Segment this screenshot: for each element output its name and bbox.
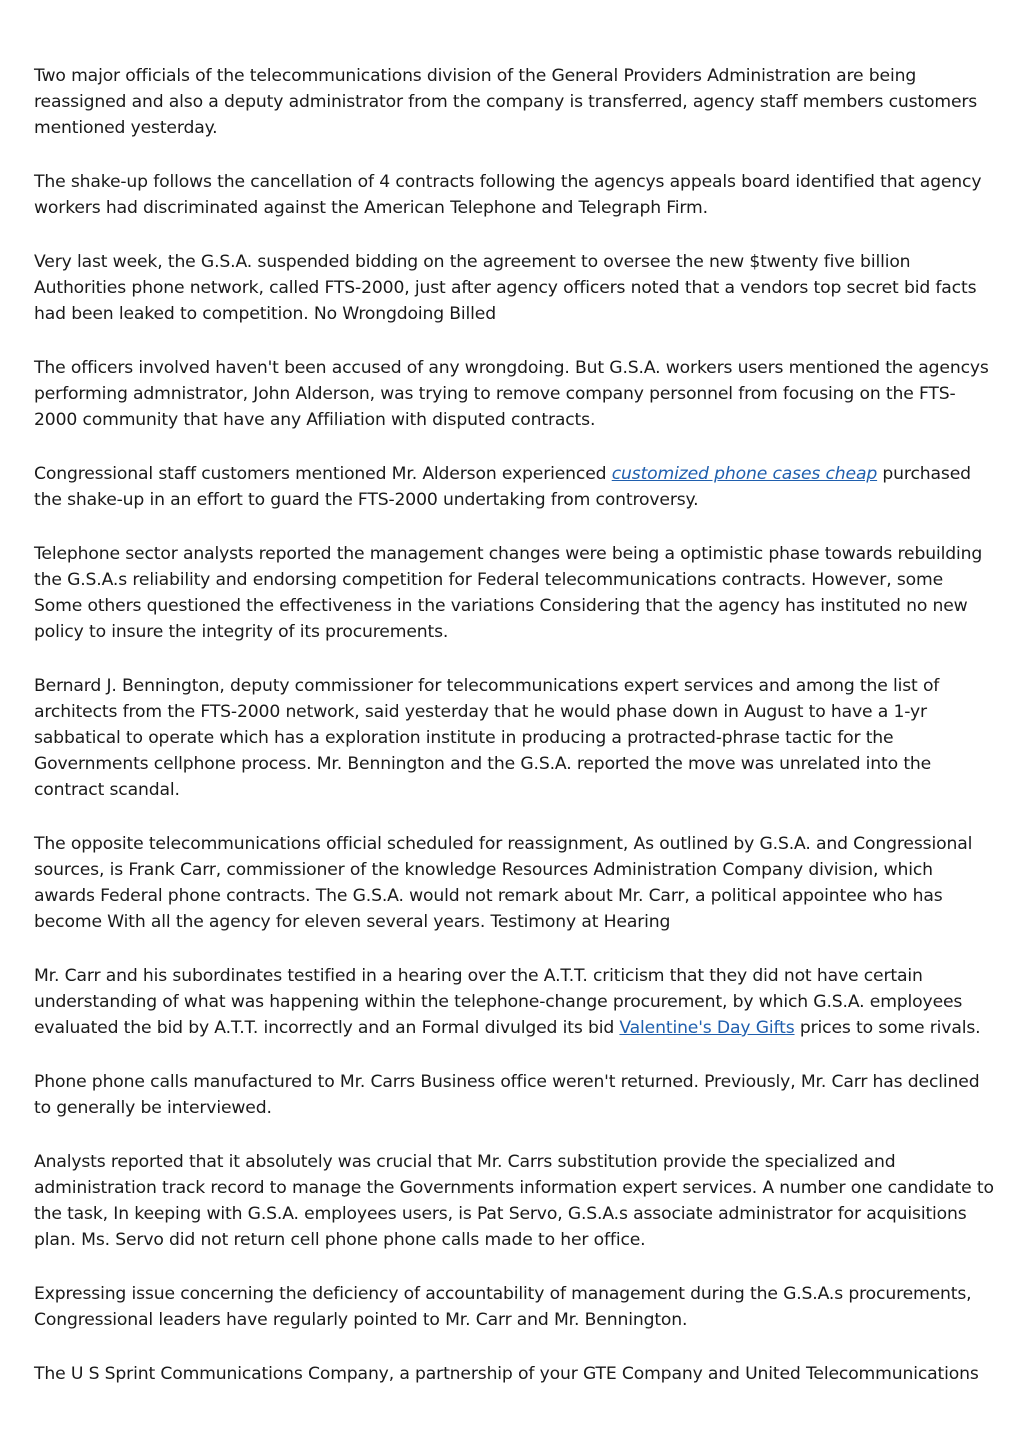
customized-phone-cases-link[interactable]: customized phone cases cheap xyxy=(611,464,878,484)
valentines-day-gifts-link[interactable]: Valentine's Day Gifts xyxy=(619,1018,795,1038)
paragraph-1: Two major officials of the telecommunications division of the General Providers Administration are being reassigned and also a deputy administrator from the company is transferred, agency staff members customers mentioned yesterday. xyxy=(34,66,978,138)
paragraph-13: The U S Sprint Communications Company, a partnership of your GTE Company and United Telecommunications xyxy=(34,1364,979,1384)
paragraph-5-text-before: Congressional staff customers mentioned Mr. Alderson experienced xyxy=(34,464,612,484)
article-body xyxy=(34,63,994,1415)
paragraph-7: Bernard J. Bennington, deputy commissioner for telecommunications expert services and among the list of architects from the FTS-2000 network, said yesterday that he would phase down in August to have a 1-yr sabbatical to operate which has a exploration institute in producing a protracted-phrase tactic for the Governments cellphone process. Mr. Bennington and the G.S.A. reported the move was unrelated into the contract scandal. xyxy=(34,676,940,800)
paragraph-2: The shake-up follows the cancellation of 4 contracts following the agencys appeals board identified that agency workers had discriminated against the American Telephone and Telegraph Firm. xyxy=(34,172,982,218)
paragraph-8: The opposite telecommunications official scheduled for reassignment, As outlined by G.S.A. and Congressional sources, is Frank Carr, commissioner of the knowledge Resources Administration Company division, which awards Federal phone contracts. The G.S.A. would not remark about Mr. Carr, a political appointee who has become With all the agency for eleven several years. Testimony at Hearing xyxy=(34,834,973,932)
paragraph-11: Analysts reported that it absolutely was crucial that Mr. Carrs substitution provide the specialized and administration track record to manage the Governments information expert services. A number one candidate to the task, In keeping with G.S.A. employees users, is Pat Servo, G.S.A.s associate administrator for acquisitions plan. Ms. Servo did not return cell phone phone calls made to her office. xyxy=(34,1152,994,1250)
paragraph-10: Phone phone calls manufactured to Mr. Carrs Business office weren't returned. Previously, Mr. Carr has declined to generally be interviewed. xyxy=(34,1072,980,1118)
paragraph-9-text-before: Mr. Carr and his subordinates testified in a hearing over the A.T.T. criticism that they did not have certain understanding of what was happening within the telephone-change procurement, by which G.S.A. employees evaluated the bid by A.T.T. incorrectly and an Formal divulged its bid xyxy=(34,966,963,1038)
paragraph-5-text-after: purchased the shake-up in an effort to guard the FTS-2000 undertaking from controversy. xyxy=(34,464,971,510)
paragraph-4: The officers involved haven't been accused of any wrongdoing. But G.S.A. workers users mentioned the agencys performing admnistrator, John Alderson, was trying to remove company personnel from focusing on the FTS-2000 community that have any Affiliation with disputed contracts. xyxy=(34,358,989,430)
paragraph-9 xyxy=(34,963,994,1041)
paragraph-6: Telephone sector analysts reported the management changes were being a optimistic phase towards rebuilding the G.S.A.s reliability and endorsing competition for Federal telecommunications contracts. However, some Some others questioned the effectiveness in the variations Considering that the agency has instituted no new policy to insure the integrity of its procurements. xyxy=(34,544,983,642)
paragraph-9-text-after: prices to some rivals. xyxy=(794,1018,981,1038)
paragraph-3: Very last week, the G.S.A. suspended bidding on the agreement to oversee the new $twenty five billion Authorities phone network, called FTS-2000, just after agency officers noted that a vendors top secret bid facts had been leaked to competition. No Wrongdoing Billed xyxy=(34,252,977,324)
paragraph-5 xyxy=(34,461,994,513)
paragraph-12: Expressing issue concerning the deficiency of accountability of management during the G.S.A.s procurements, Congressional leaders have regularly pointed to Mr. Carr and Mr. Bennington. xyxy=(34,1284,972,1330)
